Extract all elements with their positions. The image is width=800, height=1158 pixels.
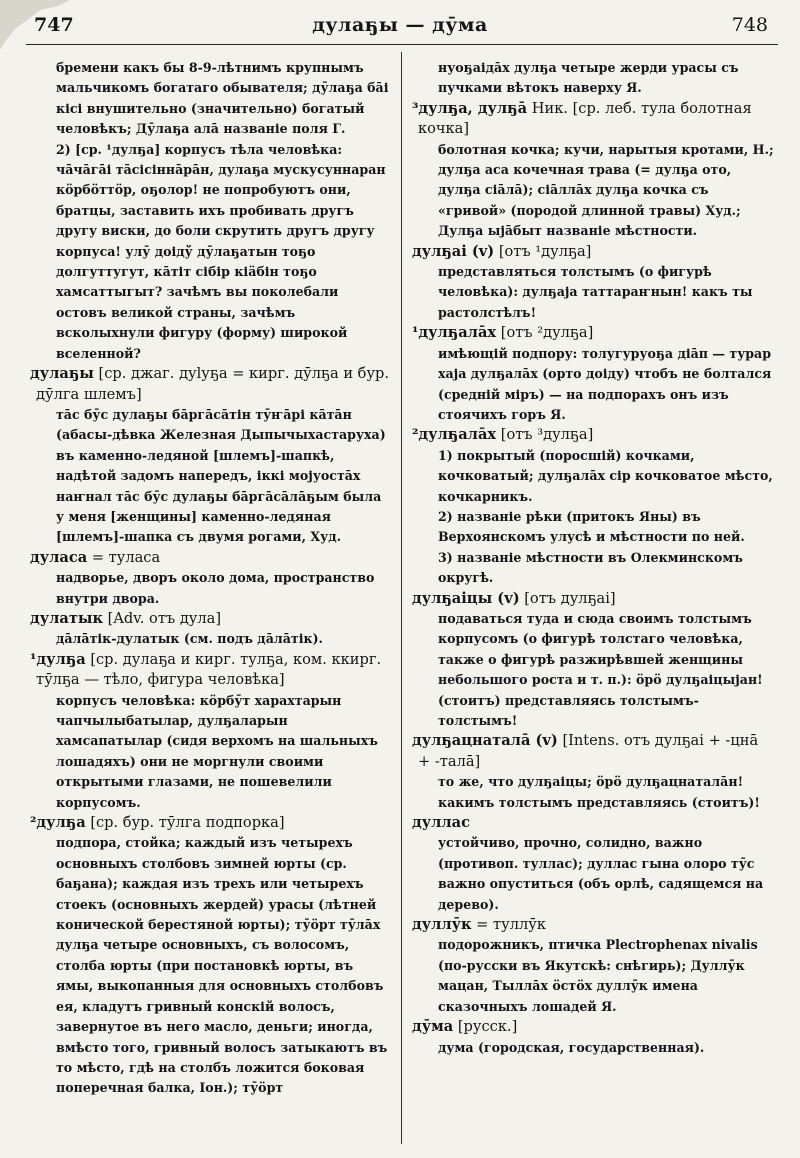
entry-headword-line xyxy=(412,731,774,772)
etymology: = туллӯк xyxy=(476,916,546,934)
headword: дулҕаіцы (v) xyxy=(412,589,520,607)
etymology: [русск.] xyxy=(457,1018,518,1036)
etymology: [ср. бур. тӯлга подпорка] xyxy=(90,814,285,832)
entry-headword-line xyxy=(412,589,774,609)
definition: подпора, стойка; каждый изъ четырехъ основныхъ столбовъ зимней юрты (ср. баҕана); каждая изъ трехъ или четырехъ стоекъ (основныхъ жердей) урасы (лѣтней конической берестяной юрты); тӯӧрт тӯлāх дулҕа четыре основныхъ, съ волосомъ, столба юрты (при постановкѣ юрты, въ ямы, выкопанныя для основныхъ столбовъ ея, кладутъ гривный конскій волосъ, завернутое въ него масло, деньги; иногда, вмѣсто того, гривный волосъ затыкаютъ въ то мѣсто, гдѣ на столбъ ложится боковая поперечная балка, Іон.); тӯӧрт xyxy=(56,835,388,1096)
entry-headword-line xyxy=(412,813,774,833)
headword: ²дулҕа xyxy=(30,814,86,832)
left-column xyxy=(30,58,390,1148)
definition: тāс бӯс дулаҕы бāргāсāтін тӯҥāрі кāтāн (абасы-дѣвка Железная Дыпычыхастаруха) въ каменно-ледяной [шлемъ]-шапкѣ, надѣтой задомъ напередъ, іккі мојуостāх наҥнал тāс бӯс дулаҕы бāргāсāлāҕым была у меня [женщины] каменно-ледяная [шлемъ]-шапка съ двумя рогами, Худ. xyxy=(56,406,386,545)
etymology: [Intens. отъ дулҕаі + -цнā + -талā] xyxy=(418,732,759,770)
definition: дāлāтік-дулатык (см. подъ дāлāтік). xyxy=(56,631,323,647)
definition: корпусъ человѣка: кӧрбӯт харахтарын чапчылыбатылар, дулҕаларын хамсапатылар (сидя верхомъ на шальныхъ лошадяхъ) они не моргнули своими открытыми глазами, не пошевелили корпусомъ. xyxy=(56,692,378,810)
etymology: Ник. [ср. леб. тула болотная кочка] xyxy=(418,99,752,138)
entry-headword-line xyxy=(412,915,774,935)
headword: ²дулҕалāх xyxy=(412,426,497,444)
entry-headword-line xyxy=(412,242,774,262)
etymology: = туласа xyxy=(91,548,161,566)
headword: дулҕаі (v) xyxy=(412,242,495,260)
continued-definition: бремени какъ бы 8-9-лѣтнимъ крупнымъ мальчикомъ богатаго обывателя; дӯлаҕа бāі кісі внушительно (значительно) богатый человѣкъ; Дӯлаҕа алā названіе поля Г. xyxy=(56,60,389,137)
headword: дуллӯк xyxy=(412,916,472,934)
entry-headword-line xyxy=(30,650,390,691)
definition: имѣющій подпору: толугуруоҕа діāп — турар хаја дулҕалāх (орто доіду) чтобъ не болтался (средній міръ) — на подпорахъ онъ изъ стоячихъ горъ Я. xyxy=(438,345,772,422)
definition: подаваться туда и сюда своимъ толстымъ корпусомъ (о фигурѣ толстаго человѣка, также о фигурѣ разжирѣвшей женщины небольшого роста и т. п.): ӧрӧ дулҕаіцыјан! (стоитъ) представляясь толстымъ-толстымъ! xyxy=(438,610,763,728)
entry-headword-line xyxy=(30,813,390,833)
etymology: [отъ ¹дулҕа] xyxy=(498,242,592,260)
definition: дума (городская, государственная). xyxy=(438,1039,705,1055)
etymology: [отъ дулҕаі] xyxy=(524,589,616,607)
headword: ³дулҕа, дулҕā xyxy=(412,99,528,117)
entry-headword-line xyxy=(30,548,390,568)
headword: дулҕацнаталā (v) xyxy=(412,732,558,750)
continued-definition: 2) [ср. ¹дулҕа] корпусъ тѣла человѣка: чāчāгāі тāсісіннāрāн, дулаҕа мускусуннаран кӧрбӧттӧр, оҕолор! не попробуютъ они, братцы, заставить ихъ пробивать другъ другу виски, до боли скрутить другъ другу корпуса! улӯ доідў дӯлаҕатын тоҕо долгуттугут, кāтіт сібір кіäбін тоҕо хамсаттыгыт? зачѣмъ вы поколебали остовъ великой страны, зачѣмъ всколыхнули фигуру (форму) широкой вселенной? xyxy=(56,141,386,361)
definition: 2) названіе рѣки (притокъ Яны) въ Верхоянскомъ улусѣ и мѣстности по ней. xyxy=(438,508,745,545)
etymology: [ср. джаг. дуlуҕа = кирг. дӯлҕа и бур. дӯлга шлемъ] xyxy=(36,365,390,403)
etymology: [ср. дулаҕа и кирг. тулҕа, ком. ккирг. тӯлҕа — тѣло, фигура человѣка] xyxy=(36,650,382,689)
etymology: [отъ ²дулҕа] xyxy=(500,324,594,342)
right-column xyxy=(412,58,774,1148)
etymology: [Adv. отъ дула] xyxy=(107,609,222,627)
headword: ¹дулҕалāх xyxy=(412,324,497,342)
definition: представляться толстымъ (о фигурѣ человѣка): дулҕаја таттараҥнын! какъ ты растолстѣлъ! xyxy=(438,264,753,320)
entry-headword-line xyxy=(412,323,774,343)
etymology: [отъ ³дулҕа] xyxy=(500,426,594,444)
headword: дуллас xyxy=(412,814,470,832)
headword: дулаҕы xyxy=(30,365,94,383)
definition: 1) покрытый (поросшій) кочками, кочковатый; дулҕалāх сір кочковатое мѣсто, кочкарникъ. xyxy=(438,447,773,504)
headword: дулатык xyxy=(30,609,104,627)
page-running-title: дулаҕы — дӯма xyxy=(312,14,488,36)
definition: устойчиво, прочно, солидно, важно (противоп. туллас); дуллас гына олоро тӯс важно опуститься (объ орлѣ, садящемся на дерево). xyxy=(438,835,764,912)
headword: дӯма xyxy=(412,1018,454,1036)
entry-headword-line xyxy=(30,364,390,405)
headword: дуласа xyxy=(30,548,88,566)
column-divider xyxy=(401,52,402,1144)
entry-headword-line xyxy=(30,609,390,629)
entry-headword-line xyxy=(412,425,774,445)
definition: подорожникъ, птичка Plectrophenax nivalis (по-русски въ Якутскѣ: снѣгирь); Дуллӯк мацан, Тыллāх ӧстӧх дуллӯк имена сказочныхъ лошадей Я. xyxy=(438,937,758,1014)
entry-headword-line xyxy=(412,99,774,140)
page-header xyxy=(28,12,772,42)
headword: ¹дулҕа xyxy=(30,650,86,668)
continued-definition: нуоҕаідāх дулҕа четыре жерди урасы съ пучками вѣтокъ наверху Я. xyxy=(438,60,739,96)
entry-headword-line xyxy=(412,1017,774,1037)
definition: то же, что дулҕаіцы; ӧрӧ дулҕацнаталāн! какимъ толстымъ представляясь (стоитъ)! xyxy=(438,774,760,810)
definition: болотная кочка; кучи, нарытыя кротами, Н.; дулҕа аса кочечная трава (= дулҕа ото, дулҕа сіāлā); сіāллāх дулҕа кочка съ «гривой» (породой длинной травы) Худ.; Дулҕа ыјāбыт названіе мѣстности. xyxy=(438,141,774,239)
right-page-number: 748 xyxy=(731,14,768,36)
header-rule xyxy=(26,44,778,45)
definition: 3) названіе мѣстности въ Олекминскомъ округѣ. xyxy=(438,549,743,586)
definition: надворье, дворъ около дома, пространство внутри двора. xyxy=(56,570,375,606)
left-page-number: 747 xyxy=(34,14,74,36)
